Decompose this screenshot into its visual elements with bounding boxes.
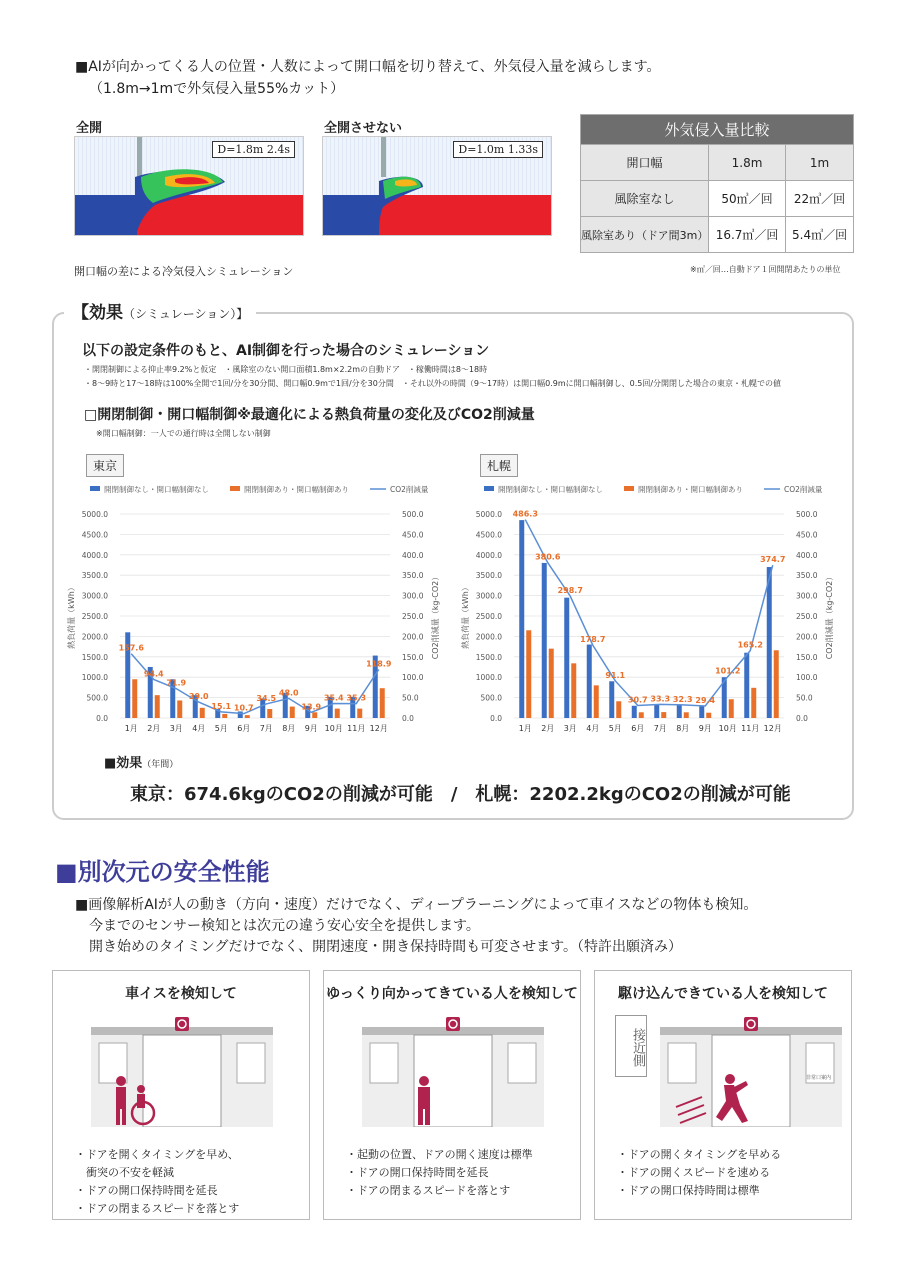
y-tick-label: 3500.0 [81,571,108,581]
co2-data-label: 39.0 [188,692,209,702]
co2-line [525,520,773,706]
sim-left-label: 全開 [76,121,103,136]
card-item: ・ドアの開口保持時間は標準 [617,1184,760,1197]
y-tick-label: 2000.0 [81,632,108,642]
card-item: ・ドアの開くタイミングを早める [617,1148,782,1161]
co2-data-label: 35.4 [323,693,344,703]
co2-data-label: 91.1 [605,670,626,680]
card-item: ・ドアの開口保持時間を延長 [75,1184,218,1197]
intro-line1: ■AIが向かってくる人の位置・人数によって開口幅を切り替えて、外気侵入量を減らします。 [75,59,661,75]
x-tick-label: 9月 [304,724,318,733]
x-tick-label: 10月 [324,724,343,733]
result-text: 東京：674.6kgのCO2の削減が可能 / 札幌：2202.2kgのCO2の削減が可能 [130,784,791,805]
co2-data-label: 374.7 [760,555,786,565]
y2-tick-label: 150.0 [796,652,818,662]
y2-tick-label: 500.0 [796,510,818,519]
chart-tokyo [60,478,450,740]
x-tick-label: 2月 [541,724,555,733]
card-wheelchair [52,970,310,1220]
y-tick-label: 3000.0 [475,591,502,601]
card-slow-walker [323,970,581,1220]
legend-label-1: 開閉制御なし・開口幅制御なし [104,485,209,494]
compare-row2-label: 風除室あり（ドア間3m） [581,217,709,253]
compare-note: ※㎥／回…自動ドア１回開閉あたりの単位 [690,265,841,274]
card-list [75,1146,239,1218]
compare-row1-v1: 50㎥／回 [709,181,786,217]
compare-title: 外気侵入量比較 [581,115,854,145]
co2-data-label: 298.7 [557,586,583,596]
y-tick-label: 2500.0 [475,612,502,621]
x-tick-label: 8月 [676,724,690,733]
co2-data-label: 178.7 [580,635,606,645]
bar-series2 [526,630,531,718]
y2-tick-label: 400.0 [796,550,818,560]
co2-data-label: 118.9 [366,659,392,669]
x-tick-label: 8月 [282,724,296,733]
card-item: ・ドアの開くスピードを速める [617,1166,771,1179]
x-tick-label: 9月 [698,724,712,733]
sign-label: 非常口案内 [806,1075,832,1081]
bar-series2 [200,708,205,718]
compare-col1: 1.8m [709,145,786,181]
y2-tick-label: 300.0 [796,591,818,601]
bar-series2 [706,713,711,718]
safety-p3: 開き始めのタイミングだけでなく、開閉速度・開き保持時間も可変させます。（特許出願済み） [89,939,683,955]
x-tick-label: 6月 [237,724,251,733]
y-axis-label: 熱負荷量（kWh） [67,583,76,649]
bar-series2 [380,688,385,718]
y-tick-label: 4000.0 [81,550,108,560]
bar-series2 [245,715,250,718]
y2-tick-label: 150.0 [402,652,424,662]
bar-series2 [729,699,734,718]
year-label-main: ■効果 [104,756,143,771]
bar-series1 [632,706,637,718]
effect-title-sub: （シミュレーション）】 [123,307,249,321]
bar-series1 [654,705,659,718]
sim-caption: 開口幅の差による冷気侵入シミュレーション [74,265,294,278]
x-tick-label: 10月 [718,724,737,733]
safety-p2: 今までのセンサー検知とは次元の違う安心安全を提供します。 [89,918,480,934]
y2-tick-label: 0.0 [402,714,414,723]
x-tick-label: 11月 [741,724,760,733]
co2-data-label: 10.7 [233,703,254,713]
y-tick-label: 1500.0 [81,652,108,662]
card-title: 車イスを検知して [125,986,237,1002]
co2-data-label: 34.5 [256,693,277,703]
legend-label-2: 開閉制御あり・開口幅制御あり [244,485,349,494]
y2-tick-label: 250.0 [796,612,818,621]
sim-left-d: D=1.8m 2.4s [212,141,295,158]
legend-swatch-1 [484,486,494,491]
comparison-table [580,114,854,253]
bar-series1 [609,681,614,718]
effect-title-main: 【効果 [72,303,123,323]
y2-tick-label: 350.0 [402,571,424,581]
bar-series2 [155,695,160,718]
card-title: ゆっくり向かってきている人を検知して [326,986,578,1002]
intro-line2: （1.8m→1mで外気侵入量55%カット） [89,81,345,97]
sim-right-label: 全開させない [324,121,403,136]
bar-series2 [549,649,554,718]
y2-tick-label: 200.0 [796,632,818,642]
safety-paragraph [75,895,757,958]
bar-series1 [542,563,547,718]
legend-label-3: CO2削減量 [390,485,429,494]
compare-row1-v2: 22㎥／回 [786,181,854,217]
co2-data-label: 15.1 [211,701,232,711]
co2-data-label: 101.2 [715,666,741,676]
year-label [104,752,178,771]
co2-data-label: 165.2 [737,640,763,650]
compare-row1-label: 風除室なし [581,181,709,217]
y-tick-label: 1000.0 [475,673,502,683]
bar-series2 [312,712,317,718]
chart-note: ※開口幅制御：一人での通行時は全開しない制御 [96,429,271,438]
card-rushing [594,970,852,1220]
chart-heading: □開閉制御・開口幅制御※最適化による熱負荷量の変化及びCO2削減量 [84,407,535,423]
y2-tick-label: 100.0 [402,673,424,683]
bar-series2 [222,714,227,718]
y-tick-label: 4500.0 [81,530,108,540]
y2-tick-label: 250.0 [402,612,424,621]
y-tick-label: 500.0 [86,693,108,703]
sim-right-d: D=1.0m 1.33s [453,141,543,158]
bar-series2 [639,712,644,718]
x-tick-label: 2月 [147,724,161,733]
x-tick-label: 1月 [124,724,138,733]
co2-data-label: 29.4 [695,696,716,706]
y-tick-label: 3500.0 [475,571,502,581]
bar-series2 [267,709,272,718]
bar-series2 [357,709,362,718]
y-tick-label: 4500.0 [475,530,502,540]
y-tick-label: 5000.0 [475,510,502,519]
x-tick-label: 12月 [763,724,782,733]
y-tick-label: 4000.0 [475,550,502,560]
card-item: ・ドアの開口保持時間を延長 [346,1166,489,1179]
legend-label-2: 開閉制御あり・開口幅制御あり [638,485,743,494]
bar-series2 [684,712,689,718]
bar-series2 [335,709,340,718]
x-tick-label: 6月 [631,724,645,733]
bar-series1 [519,520,524,718]
wheelchair-scene-illustration [91,1017,273,1127]
x-tick-label: 3月 [169,724,183,733]
compare-col-head: 開口幅 [581,145,709,181]
x-tick-label: 12月 [369,724,388,733]
y2-tick-label: 50.0 [796,693,813,703]
y2-axis-label: CO2削減量（kg-CO2） [431,572,440,660]
y-tick-label: 1500.0 [475,652,502,662]
y2-tick-label: 350.0 [796,571,818,581]
bar-series2 [290,707,295,718]
y-tick-label: 1000.0 [81,673,108,683]
legend-label-3: CO2削減量 [784,485,823,494]
bar-series1 [677,705,682,718]
y-axis-label: 熱負荷量（kWh） [461,583,470,649]
bar-series2 [616,701,621,718]
effect-heading: 以下の設定条件のもと、AI制御を行った場合のシミュレーション [82,343,490,359]
card-item: ・起動の位置、ドアの開く速度は標準 [346,1148,533,1161]
legend-swatch-1 [90,486,100,491]
safety-p1: ■画像解析AIが人の動き（方向・速度）だけでなく、ディープラーニングによって車イスなどの物体も検知。 [75,897,758,913]
co2-data-label: 48.0 [278,688,299,698]
bar-series2 [571,663,576,718]
bar-series2 [132,679,137,718]
y2-tick-label: 200.0 [402,632,424,642]
approach-side-tag: 接近側 [615,1015,647,1077]
bar-series1 [744,653,749,718]
card-item: 衝突の不安を軽減 [75,1166,174,1179]
rushing-scene-illustration [651,1017,851,1127]
bar-series2 [661,712,666,718]
bar-series2 [594,685,599,718]
y2-tick-label: 50.0 [402,693,419,703]
co2-data-label: 13.9 [301,702,322,712]
year-label-sub: （年間） [142,760,179,770]
y-tick-label: 0.0 [96,714,108,723]
legend-swatch-2 [230,486,240,491]
safety-title: ■別次元の安全性能 [55,858,270,886]
y2-tick-label: 500.0 [402,510,424,519]
x-tick-label: 4月 [192,724,206,733]
slow-walker-scene-illustration [362,1017,544,1127]
co2-data-label: 157.6 [118,643,144,653]
bar-series2 [177,700,182,718]
bar-series1 [587,645,592,718]
bar-series1 [699,706,704,718]
co2-data-label: 380.6 [535,552,561,562]
x-tick-label: 7月 [653,724,667,733]
y-tick-label: 2500.0 [81,612,108,621]
compare-row2-v1: 16.7㎥／回 [709,217,786,253]
compare-row2-v2: 5.4㎥／回 [786,217,854,253]
co2-data-label: 32.3 [672,694,693,704]
sim-image-left [74,136,304,236]
bar-series2 [751,688,756,718]
y-tick-label: 2000.0 [475,632,502,642]
intro-text [75,56,661,100]
y2-axis-label: CO2削減量（kg-CO2） [825,572,834,660]
co2-data-label: 486.3 [512,509,538,519]
legend-swatch-2 [624,486,634,491]
condition-1: ・開閉制御による抑止率9.2%と仮定 ・風除室のない開口面積1.8m×2.2mの自動ドア ・稼働時間は8〜18時 [84,365,488,374]
y2-tick-label: 100.0 [796,673,818,683]
co2-data-label: 33.3 [650,694,671,704]
y2-tick-label: 400.0 [402,550,424,560]
card-item: ・ドアの閉まるスピードを落とす [346,1184,511,1197]
co2-data-label: 71.9 [166,678,187,688]
x-tick-label: 4月 [586,724,600,733]
y-tick-label: 0.0 [490,714,502,723]
card-list [346,1146,533,1200]
card-list [617,1146,781,1200]
compare-col2: 1m [786,145,854,181]
y-tick-label: 3000.0 [81,591,108,601]
tokyo-tag: 東京 [86,454,124,477]
y2-tick-label: 300.0 [402,591,424,601]
legend-label-1: 開閉制御なし・開口幅制御なし [498,485,603,494]
bar-series1 [767,567,772,718]
co2-data-label: 94.4 [143,669,164,679]
chart-sapporo [454,478,844,740]
x-tick-label: 5月 [214,724,228,733]
card-item: ・ドアの閉まるスピードを落とす [75,1202,240,1215]
y2-tick-label: 450.0 [796,530,818,540]
condition-2: ・8〜9時と17〜18時は100%全開で1回/分を30分間、開口幅0.9mで1回/分を30分間 ・それ以外の時間（9〜17時）は開口幅0.9mに開口幅制御し、0.5回/分開閉した場合の東京・札幌での値 [84,379,782,388]
effect-title [64,298,256,323]
sim-image-right [322,136,552,236]
card-item: ・ドアを開くタイミングを早め、 [75,1148,239,1161]
x-tick-label: 11月 [347,724,366,733]
bar-series1 [564,598,569,718]
x-tick-label: 1月 [518,724,532,733]
x-tick-label: 5月 [608,724,622,733]
co2-data-label: 30.7 [627,695,648,705]
co2-data-label: 35.3 [346,693,367,703]
sapporo-tag: 札幌 [480,454,518,477]
y-tick-label: 500.0 [480,693,502,703]
card-title: 駆け込んできている人を検知して [618,986,828,1002]
y2-tick-label: 0.0 [796,714,808,723]
y-tick-label: 5000.0 [81,510,108,519]
y2-tick-label: 450.0 [402,530,424,540]
x-tick-label: 3月 [563,724,577,733]
bar-series2 [774,650,779,718]
x-tick-label: 7月 [259,724,273,733]
